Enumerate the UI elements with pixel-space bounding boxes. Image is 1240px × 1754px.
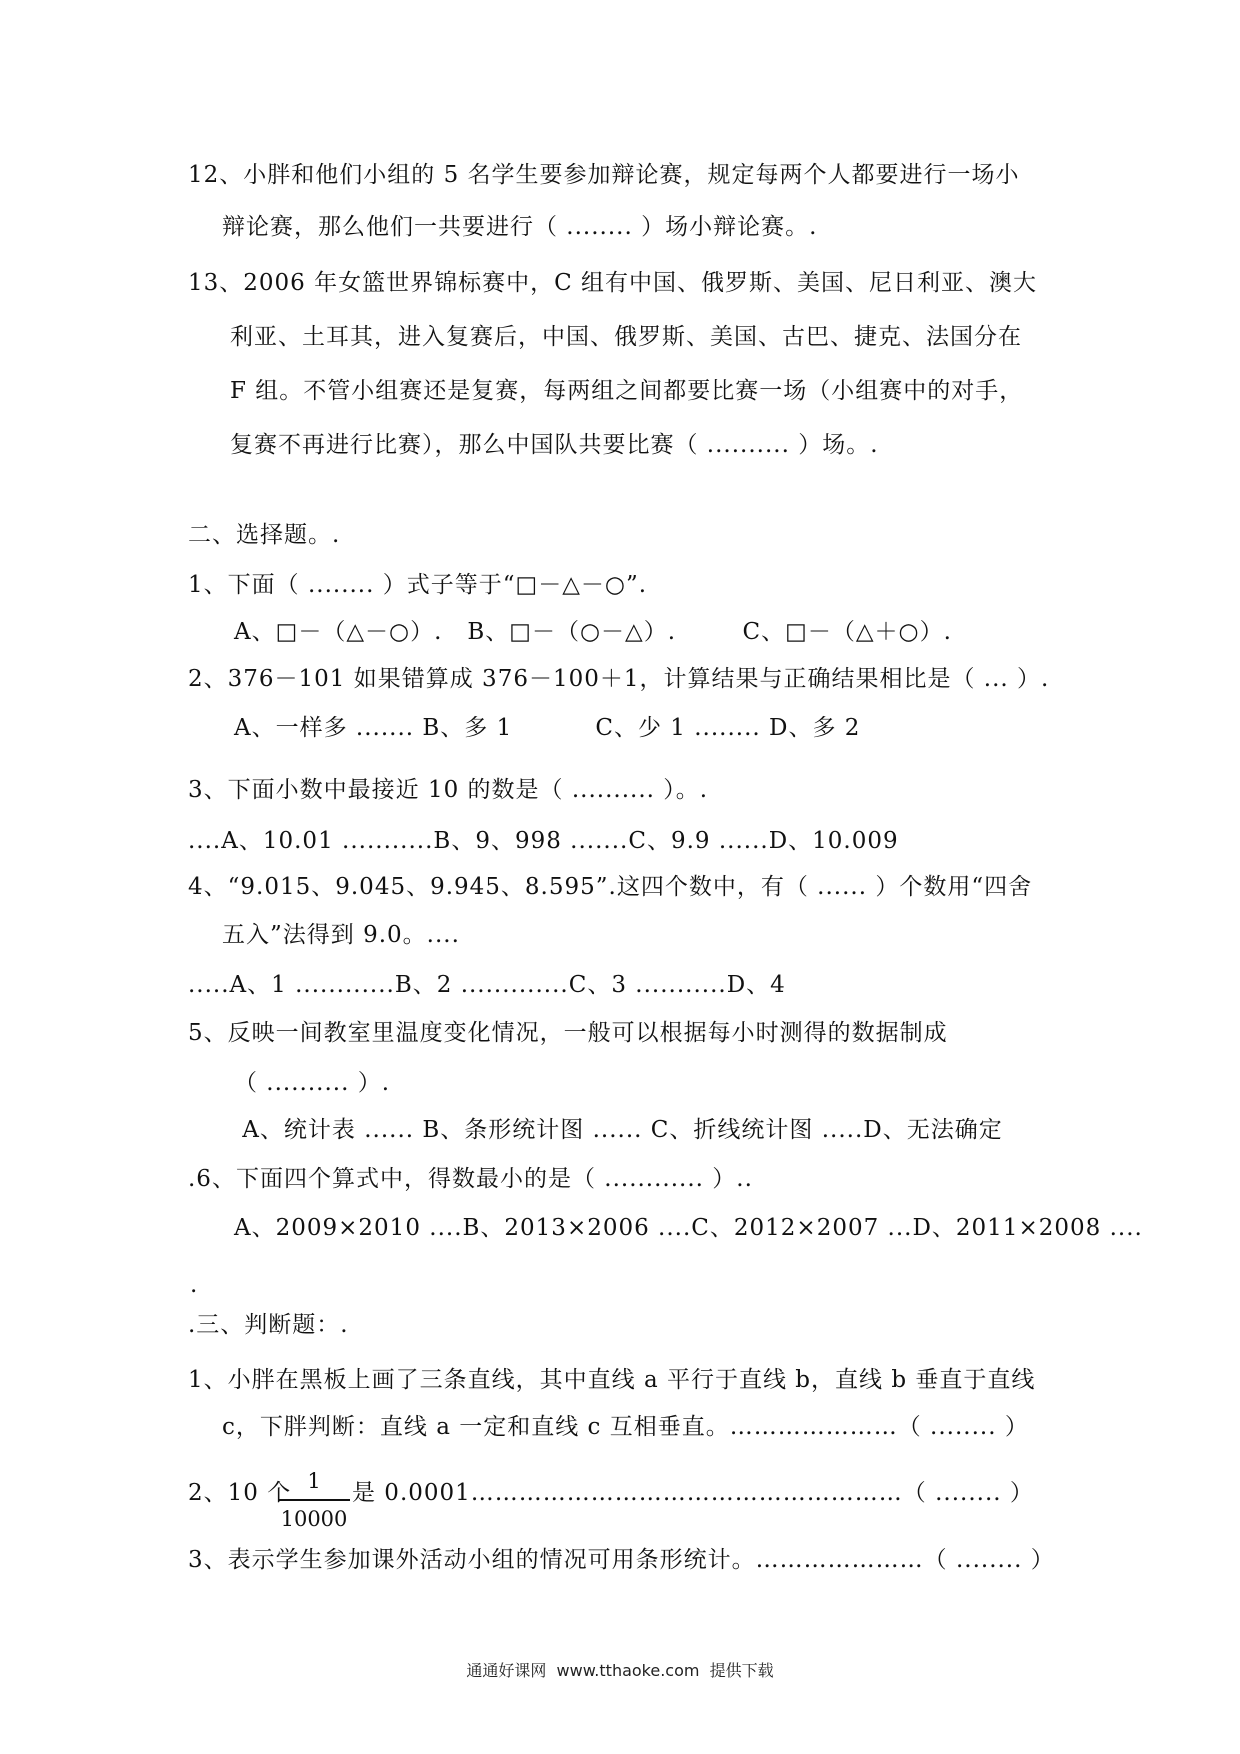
- footer-download-credit: 通通好课网 www.tthaoke.com 提供下载: [466, 1661, 774, 1680]
- fraction-numerator: 1: [307, 1469, 321, 1493]
- choice-question-6-options: A、2009×2010 ....B、2013×2006 ....C、2012×2007 ...D、2011×2008 ....: [234, 1215, 1143, 1241]
- question-13-line-4: 复赛不再进行比赛），那么中国队共要比赛（ .......... ）场。.: [230, 432, 879, 458]
- judge-question-1-line-2: c，下胖判断：直线 a 一定和直线 c 互相垂直。…………………（ ........ ）: [222, 1414, 1029, 1440]
- choice-question-1: 1、下面（ ........ ）式子等于“□－△－○”.: [188, 572, 648, 598]
- choice-question-2-options: A、一样多 ....... B、多 1 C、少 1 ........ D、多 2: [234, 715, 861, 741]
- judge-question-2-suffix: 是 0.0001………………………………………………（ ........ ）: [352, 1480, 1034, 1506]
- choice-question-5-options: A、统计表 ...... B、条形统计图 ...... C、折线统计图 .....D、无法确定: [234, 1117, 1003, 1143]
- choice-question-1-options: A、□－（△－○）. B、□－（○－△）. C、□－（△＋○）.: [234, 619, 952, 645]
- question-13-line-2: 利亚、土耳其，进入复赛后，中国、俄罗斯、美国、古巴、捷克、法国分在: [230, 324, 1022, 350]
- section-choice-title: 二、选择题。.: [188, 522, 341, 548]
- choice-question-5-line-1: 5、反映一间教室里温度变化情况，一般可以根据每小时测得的数据制成: [188, 1020, 948, 1046]
- fraction-bar: [278, 1499, 350, 1501]
- question-12-line-1: 12、小胖和他们小组的 5 名学生要参加辩论赛，规定每两个人都要进行一场小: [188, 162, 1020, 188]
- choice-question-2: 2、376－101 如果错算成 376－100＋1，计算结果与正确结果相比是（ ... ）.: [188, 666, 1050, 692]
- judge-question-1-line-1: 1、小胖在黑板上画了三条直线，其中直线 a 平行于直线 b，直线 b 垂直于直线: [188, 1367, 1036, 1393]
- stray-dot: .: [190, 1272, 199, 1298]
- choice-question-5-line-2: （ .......... ）.: [234, 1070, 391, 1096]
- section-judge-title: .三、判断题：.: [188, 1312, 349, 1338]
- choice-question-6: .6、下面四个算式中，得数最小的是（ ............ ）..: [188, 1166, 753, 1192]
- judge-question-3: 3、表示学生参加课外活动小组的情况可用条形统计。…………………（ ........ ）: [188, 1547, 1055, 1573]
- choice-question-4-line-2: 五入”法得到 9.0。....: [222, 922, 460, 948]
- question-13-line-3: F 组。不管小组赛还是复赛，每两组之间都要比赛一场（小组赛中的对手，: [230, 378, 1024, 404]
- choice-question-3-options: ....A、10.01 ...........B、9、998 .......C、9.9 ......D、10.009: [188, 828, 899, 854]
- fraction-one-ten-thousandth: [278, 1467, 350, 1537]
- question-12-line-2: 辩论赛，那么他们一共要进行（ ........ ）场小辩论赛。.: [222, 214, 818, 240]
- judge-question-2-prefix: 2、10 个: [188, 1480, 292, 1506]
- choice-question-3: 3、下面小数中最接近 10 的数是（ .......... ）。.: [188, 777, 709, 803]
- question-13-line-1: 13、2006 年女篮世界锦标赛中，C 组有中国、俄罗斯、美国、尼日利亚、澳大: [188, 270, 1038, 296]
- fraction-denominator: 10000: [280, 1507, 348, 1531]
- choice-question-4-line-1: 4、“9.015、9.045、9.945、8.595”.这四个数中，有（ ...... ）个数用“四舍: [188, 874, 1033, 900]
- choice-question-4-options: .....A、1 ............B、2 .............C、3 ...........D、4: [188, 972, 786, 998]
